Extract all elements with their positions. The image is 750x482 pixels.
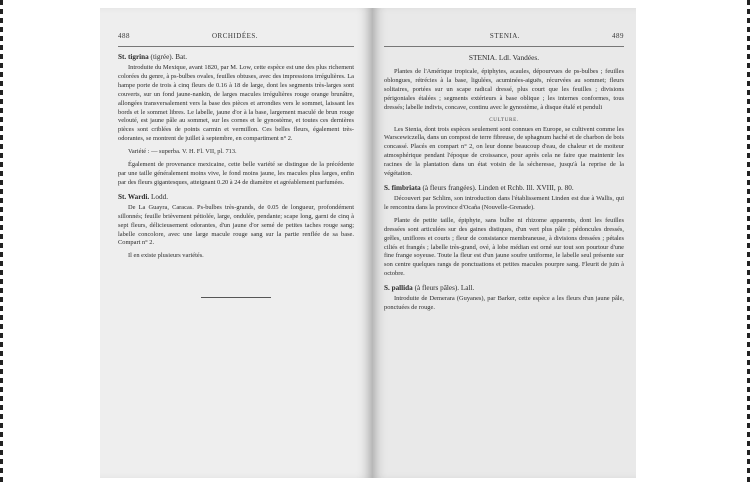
- right-page: [372, 8, 636, 478]
- running-head: ORCHIDÉES.: [211, 32, 259, 40]
- entry-paragraph: De La Guayra, Caracas. Ps-bulbes très-grands, de 0.05 de longueur, profondément sillonnés; feuille brièvement pétiolée, large, ondulée, pendante; scape long, garni de cinq à sept fleurs, délicieusement odorantes, d'un jaune d'or semé de petites taches rouge sang; labelle concolore, avec une large macule rouge sang sur la partie renflée de sa base. Compart n° 2.: [118, 203, 354, 247]
- page-number: 489: [611, 32, 624, 40]
- species-name: St. tigrina: [118, 53, 149, 61]
- scan-left-edge: [0, 0, 3, 482]
- genus-description: Plantes de l'Amérique tropicale, épiphytes, acaules, dépourvues de ps-bulbes ; feuilles oblongues, rétrécies à la base, ligulées, acuminées-aiguës, récurvées au sommet; fleurs solitaires, portées sur un scape radical dressé, plus court que les feuilles ; divisions périgoniales étalées ; segments extérieurs à base oblique ; les internes conformes, tous dressés; labelle indivis, concave, continu avec le gynostème, à disque étalé et penduli: [384, 68, 624, 111]
- culture-label: CULTURE.: [489, 116, 519, 123]
- header-rule: [384, 46, 624, 47]
- right-page-header: [384, 32, 624, 40]
- species-authority: (tigrée). Bat.: [150, 53, 188, 61]
- entry-paragraph: Introduite de Demerara (Guyanes), par Barker, cette espèce a les fleurs d'un jaune pâle, ponctuées de rouge.: [384, 295, 624, 312]
- running-head: STENIA.: [489, 32, 521, 40]
- left-page-content: [118, 32, 354, 298]
- variety-line: Variété : — superba. V. H. Fl. VII, pl. 713.: [128, 148, 237, 156]
- species-authority: Lodd.: [151, 192, 168, 201]
- species-authority: (à fleurs pâles). Lall.: [414, 284, 475, 293]
- variety-paragraph: Également de provenance mexicaine, cette belle variété se distingue de la précédente par une taille généralement moins vive, le fond moins jaune, les macules plus larges, enfin par des fleurs gigantesques, atteignant 0.20 à 24 de diamètre et agréablement parfumées.: [118, 161, 354, 186]
- species-name: St. Wardi.: [118, 192, 150, 201]
- species-name: S. fimbriata: [384, 183, 421, 192]
- entry-heading: [118, 193, 354, 202]
- entry-description: Plante de petite taille, épiphyte, sans bulbe ni rhizome apparents, dont les feuilles dressées sont articulées sur des gaines distiques, d'un vert plus pâle ; pédoncules dressés, grêles, uniflores et courts ; fleur de consistance membraneuse, à divisions dressées ; pétales ciliés et frangés ; labelle très-grand, ové, à lobe médian est orné sur tout son pourtour d'une fine frange soyeuse. Toute la fleur est d'un jaune soufre uniforme, le labelle seul présente sur son centre quelques rangs de ponctuations et petites macules pourpre sang. Fleurit de juin à octobre.: [384, 216, 624, 278]
- entry-heading: [118, 53, 354, 62]
- entry-note: Il en existe plusieurs variétés.: [128, 252, 204, 260]
- page-number: 488: [118, 32, 130, 40]
- section-divider: [201, 297, 271, 298]
- entry-paragraph: Introduite du Mexique, avant 1820, par M. Low, cette espèce est une des plus richement colorées du genre, à ps-bulbes ovales, feuilles obtuses, avec des impressions irrégulières. La hampe porte de trois à cinq fleurs de 0.16 à 18 de large, dont les segments très-larges sont couverts, sur un fond jaune-nankin, de larges macules irrégulières rouge orange brunâtre, allongées transversalement vers la base des pièces et arrondies vers le sommet, laissant les bords et le sommet libres. Le labelle, jaune d'or à la base, largement maculé de brun rouge velouté, est jaune pâle au sommet, sur les cornes et le gynostème, et toutes ces dernières pièces sont criblées de points carmin et vermillon. Ces belles fleurs, également très-odorantes, se montrent de juillet à septembre, en compartiment n° 2.: [118, 64, 354, 143]
- entry-heading: [384, 184, 624, 193]
- entry-heading: [384, 284, 624, 293]
- species-name: S. pallida: [384, 284, 413, 293]
- species-authority: (à fleurs frangées). Linden et Rchb. Ill. XVIII, p. 80.: [422, 183, 574, 192]
- entry-paragraph: Découvert par Schlim, son introduction dans l'établissement Linden est due à Wallis, qui le rencontra dans la province d'Ocaña (Nouvelle-Grenade).: [384, 194, 624, 211]
- left-page: [100, 8, 372, 478]
- right-page-content: [384, 32, 624, 317]
- header-rule: [118, 46, 354, 47]
- genus-title: STENIA. Ldl. Vandées.: [468, 53, 540, 62]
- culture-paragraph: Les Stenia, dont trois espèces seulement sont connues en Europe, se cultivent comme les Warscewiczella, dans un compost de terre fibreuse, de sphagnum haché et de charbon de bois concassé. Placés en compart n° 2, on leur donne beaucoup d'eau, de chaleur et de moiteur atmosphérique pendant l'époque de croissance, pour après cela ne faire que maintenir les racines de la plantation dans un état voisin de la sécheresse, jusqu'à la reprise de la végétation.: [384, 125, 624, 178]
- left-page-header: [118, 32, 354, 40]
